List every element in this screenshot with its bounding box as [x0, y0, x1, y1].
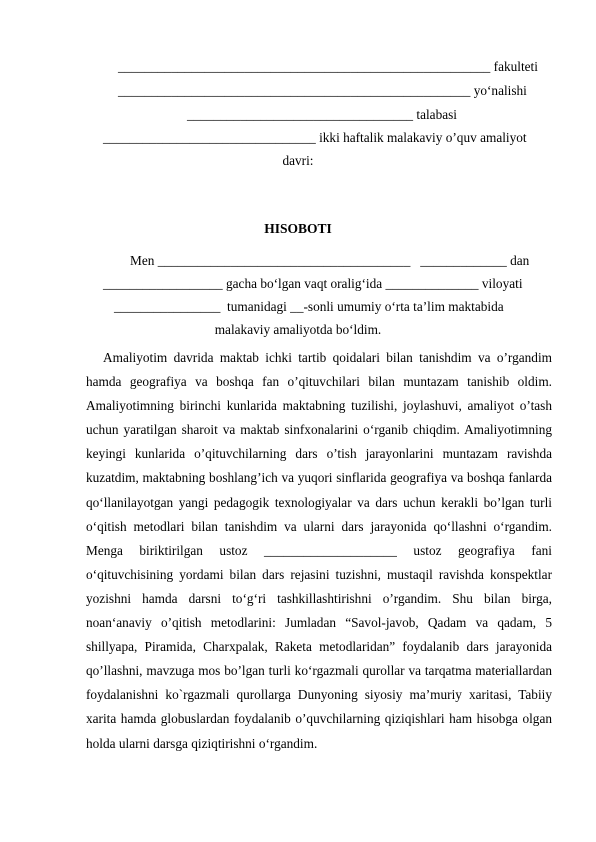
direction-line: _____________________________________________________ yo‘nalishi [118, 83, 527, 98]
intro-line-3: ________________ tumanidagi __-sonli umumiy o‘rta ta’lim maktabida [114, 299, 504, 314]
period-line: davri: [282, 153, 314, 168]
page-title: HISOBOTI [264, 221, 332, 236]
intro-line-4: malakaviy amaliyotda bo‘ldim. [214, 322, 382, 337]
intro-line-1: Men ______________________________________ _____________ dan [130, 253, 530, 268]
student-line: __________________________________ talabasi [187, 107, 457, 122]
report-body-paragraph: Amaliyotim davrida maktab ichki tartib qoidalari bilan tanishdim va o’rgandim hamda geografiya va boshqa fan o’qituvchilari bilan muntazam tanishib oldim. Amaliyotimning birinchi kunlarida maktabning tuzilishi, joylashuvi, amaliyot o’tash uchun yaratilgan sharoit va maktab sinfxonalarini o‘rganib chiqdim. Amaliyotimning keyingi kunlarida o’qituvchilarning dars o’tish jarayonlarini muntazam ravishda kuzatdim, maktabning boshlang’ich va yuqori sinflarida geografiya va boshqa fanlarda qo‘llanilayotgan yangi pedagogik texnologiyalar va dars uchun kerakli bo’lgan turli o‘qitish metodlari bilan tanishdim va ularni dars jarayonida qo‘llashni o‘rgandim. Menga biriktirilgan ustoz ____________________ ustoz geografiya fani o‘qituvchisining yordami bilan dars rejasini tuzishni, mustaqil ravishda konspektlar yozishni hamda darsni to‘g‘ri tashkillashtirishni o’rgandim. Shu bilan birga, noan‘anaviy o’qitish metodlarini: Jumladan “Savol-javob, Qadam va qadam, 5 shillyapa, Piramida, Charxpalak, Raketa metodlaridan” foydalanib dars jarayonida qo’llashni, mavzuga mos bo’lgan turli ko‘rgazmali qurollar va tarqatma materiallardan foydalanishni ko`rgazmali qurollarga Dunyoning siyosiy ma’muriy xaritasi, Tabiiy xarita hamda globuslardan foydalanib o’quvchilarning qiziqishlari ham hisobga olgan holda ularni darsga qiziqtirishni o‘rgandim. [86, 350, 552, 751]
faculty-line: ________________________________________________________ fakulteti [118, 59, 538, 74]
intro-line-2: __________________ gacha bo‘lgan vaqt oralig‘ida ______________ viloyati [103, 276, 523, 291]
practice-line: ________________________________ ikki haftalik malakaviy o’quv amaliyot [103, 130, 527, 145]
